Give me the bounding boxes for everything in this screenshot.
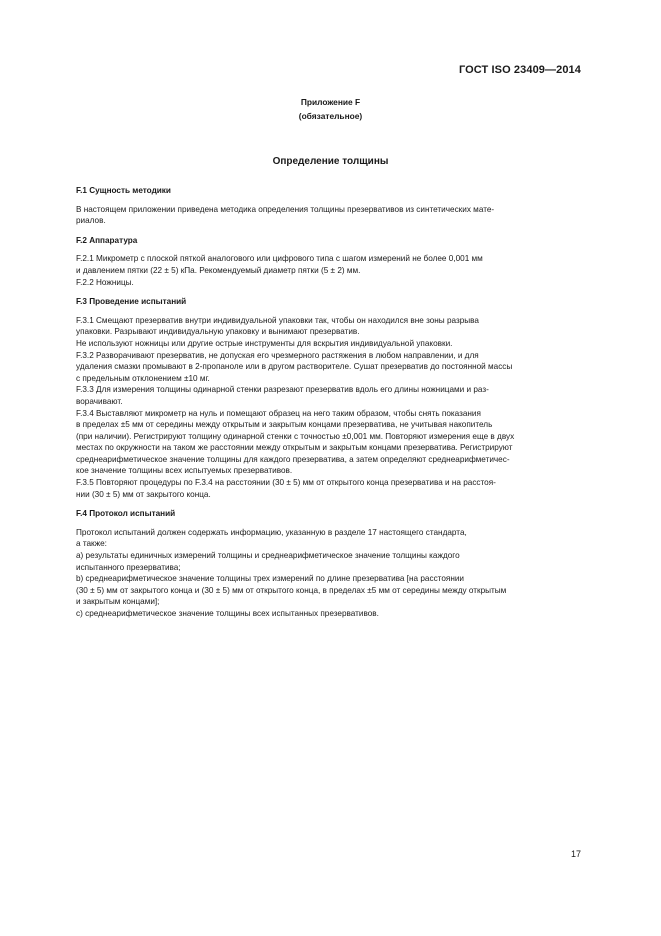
f1-text-line-1: В настоящем приложении приведена методика определения толщины презервативов из синтетических мате-	[76, 204, 495, 214]
f1-text-line-2: риалов.	[76, 216, 106, 226]
appendix-status: (обязательное)	[298, 111, 363, 121]
document-body	[76, 184, 582, 620]
f3-line-12: местах по окружности на таком же расстоянии между открытым и закрытым концами презерватива. Регистрируют	[76, 443, 513, 453]
f3-line-14: кое значение толщины всех испытуемых презервативов.	[76, 466, 293, 476]
section-f2-heading: F.2 Аппаратура	[76, 235, 138, 245]
f3-line-4: F.3.2 Разворачивают презерватив, не допуская его чрезмерного растяжения в любом направлении, и для	[76, 350, 479, 360]
appendix-title: Приложение F	[300, 97, 361, 107]
document-id: ГОСТ ISO 23409—2014	[458, 64, 581, 76]
f3-line-9: F.3.4 Выставляют микрометр на нуль и помещают образец на него таким образом, чтобы снять показания	[76, 408, 481, 418]
f3-line-7: F.3.3 Для измерения толщины одинарной стенки разрезают презерватив вдоль его длины ножницами и раз-	[76, 385, 489, 395]
f4-line-2: а также:	[76, 539, 107, 549]
f4-line-7: и закрытым концами];	[76, 597, 160, 607]
section-f3-heading: F.3 Проведение испытаний	[76, 297, 187, 307]
section-f4-heading: F.4 Протокол испытаний	[76, 509, 176, 519]
appendix-heading	[0, 95, 661, 123]
f4-line-3: a) результаты единичных измерений толщины и среднеарифметическое значение толщины каждого	[76, 551, 460, 561]
section-f1-heading: F.1 Сущность методики	[76, 186, 171, 195]
f2-text-line-2: и давлением пятки (22 ± 5) кПа. Рекомендуемый диаметр пятки (5 ± 2) мм.	[76, 265, 361, 275]
f3-line-2: упаковки. Разрывают индивидуальную упаковку и вынимают презерватив.	[76, 327, 360, 337]
f3-line-10: в пределах ±5 мм от середины между открытым и закрытым концами презерватива, не учитывая накопитель	[76, 420, 493, 430]
f3-line-6: с предельным отклонением ±10 мг.	[76, 373, 210, 383]
f3-line-16: нии (30 ± 5) мм от закрытого конца.	[76, 489, 211, 499]
f3-line-8: ворачивают.	[76, 396, 123, 406]
f4-line-4: испытанного презерватива;	[76, 562, 181, 572]
f4-line-5: b) среднеарифметическое значение толщины трех измерений по длине презерватива [на расстоянии	[76, 574, 464, 584]
f4-line-8: c) среднеарифметическое значение толщины всех испытанных презервативов.	[76, 609, 379, 618]
f2-text-line-3: F.2.2 Ножницы.	[76, 277, 134, 287]
f3-line-11: (при наличии). Регистрируют толщину одинарной стенки с точностью ±0,001 мм. Повторяют измерения еще в двух	[76, 431, 515, 441]
f2-text-line-1: F.2.1 Микрометр с плоской пяткой аналогового или цифрового типа с шагом измерений не более 0,001 мм	[76, 254, 483, 264]
f3-line-13: среднеарифметическое значение толщины для каждого презерватива, а затем определяют среднеарифметичес-	[76, 454, 510, 464]
f4-line-6: (30 ± 5) мм от закрытого конца и (30 ± 5) мм от открытого конца, в пределах ±5 мм от середины между открытым	[76, 585, 507, 595]
main-title: Определение толщины	[272, 156, 389, 167]
f4-line-1: Протокол испытаний должен содержать информацию, указанную в разделе 17 настоящего стандарта,	[76, 527, 467, 537]
f3-line-1: F.3.1 Смещают презерватив внутри индивидуальной упаковки так, чтобы он находился вне зоны разрыва	[76, 315, 479, 325]
f3-line-3: Не используют ножницы или другие острые инструменты для вскрытия индивидуальной упаковки.	[76, 338, 453, 348]
f3-line-15: F.3.5 Повторяют процедуры по F.3.4 на расстоянии (30 ± 5) мм от открытого конца презерватива и на расстоя-	[76, 478, 496, 488]
f3-line-5: удаления смазки промывают в 2-пропаноле или в другом растворителе. Сушат презерватив до постоянной массы	[76, 362, 513, 372]
page-number: 17	[570, 849, 581, 859]
